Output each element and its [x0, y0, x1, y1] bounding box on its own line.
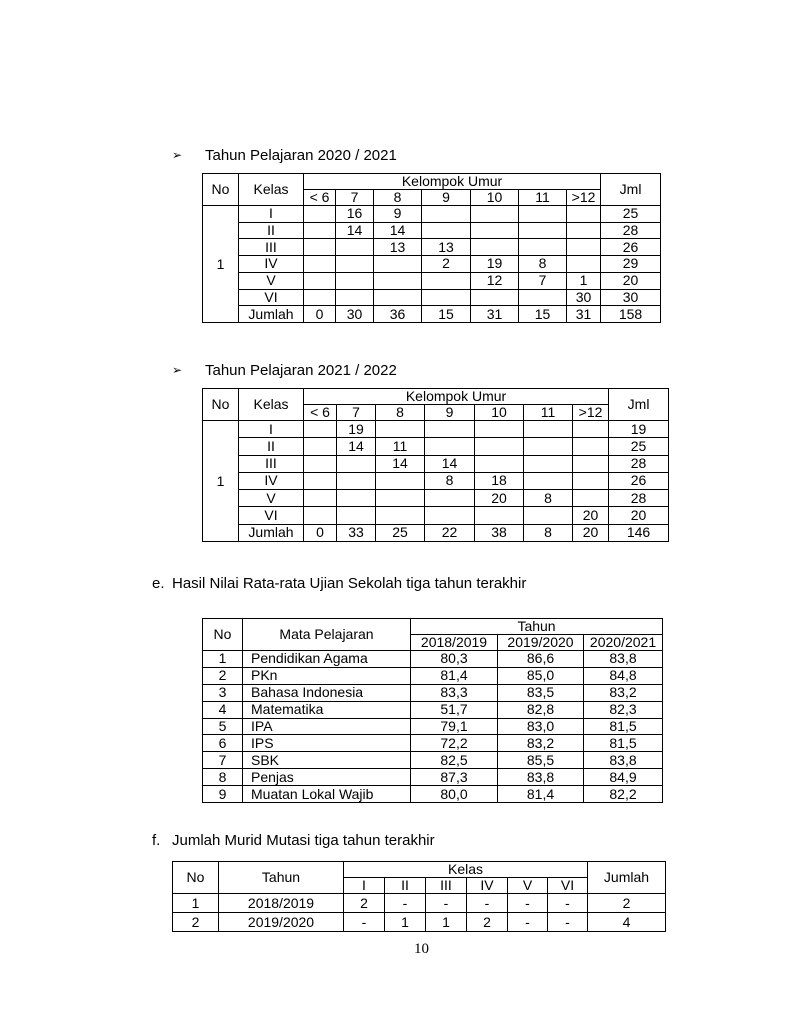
heading-text-tahun-2021-2022: Tahun Pelajaran 2021 / 2022	[205, 362, 397, 379]
age-count-cell	[337, 507, 376, 524]
jml-cell: 28	[601, 222, 661, 239]
no-cell: 7	[203, 752, 243, 769]
heading-letter: e.	[152, 575, 165, 592]
jml-cell: 26	[601, 239, 661, 256]
age-count-cell	[304, 438, 337, 455]
age-count-cell	[475, 507, 524, 524]
age-count-cell	[376, 421, 425, 438]
table-row	[203, 272, 661, 289]
total-count-cell: 38	[475, 524, 524, 541]
age-count-cell	[376, 472, 425, 489]
score-cell: 81,5	[584, 735, 663, 752]
kelas-cell: I	[239, 206, 304, 223]
score-cell: 81,4	[411, 667, 498, 684]
no-cell: 4	[203, 701, 243, 718]
age-count-cell: 8	[425, 472, 475, 489]
jml-cell: 20	[609, 507, 669, 524]
score-cell: 72,2	[411, 735, 498, 752]
score-cell: 83,8	[584, 752, 663, 769]
table-row	[203, 222, 661, 239]
age-count-cell: 7	[519, 272, 567, 289]
score-cell: 84,9	[584, 769, 663, 786]
subject-cell: Muatan Lokal Wajib	[243, 786, 411, 803]
age-count-cell: 9	[374, 206, 422, 223]
age-count-cell: 8	[519, 256, 567, 273]
score-cell: 81,4	[498, 786, 584, 803]
score-cell: 85,0	[498, 667, 584, 684]
age-count-cell	[422, 289, 471, 306]
col-header-tahun: Tahun	[219, 862, 344, 894]
heading-text-tahun-2020-2021: Tahun Pelajaran 2020 / 2021	[205, 147, 397, 164]
no-cell: 2	[203, 667, 243, 684]
score-cell: 80,0	[411, 786, 498, 803]
table-row	[203, 455, 669, 472]
mutation-count-cell: -	[385, 894, 426, 913]
col-header-no: No	[173, 862, 219, 894]
age-count-cell	[524, 507, 573, 524]
col-header-age: >12	[567, 190, 601, 206]
kelas-cell: IV	[239, 256, 304, 273]
no-cell: 5	[203, 718, 243, 735]
kelas-cell: V	[239, 272, 304, 289]
age-count-cell: 14	[337, 438, 376, 455]
mutation-count-cell: -	[548, 894, 588, 913]
col-header-kelas: Kelas	[239, 389, 304, 421]
kelas-cell: V	[239, 490, 304, 507]
tahun-cell: 2018/2019	[219, 894, 344, 913]
table-body	[203, 651, 663, 803]
age-count-cell	[573, 472, 609, 489]
total-count-cell: 30	[336, 306, 374, 323]
col-header-kelas: V	[508, 878, 548, 894]
subject-cell: IPS	[243, 735, 411, 752]
age-count-cell: 19	[471, 256, 519, 273]
score-cell: 82,3	[584, 701, 663, 718]
age-count-cell	[374, 256, 422, 273]
score-cell: 83,2	[498, 735, 584, 752]
age-count-cell	[573, 421, 609, 438]
subject-cell: SBK	[243, 752, 411, 769]
score-cell: 84,8	[584, 667, 663, 684]
table-row	[203, 718, 663, 735]
age-count-cell	[376, 490, 425, 507]
col-header-kelompok-umur: Kelompok Umur	[304, 174, 601, 190]
score-cell: 82,8	[498, 701, 584, 718]
age-count-cell	[524, 455, 573, 472]
age-count-cell	[304, 472, 337, 489]
score-cell: 86,6	[498, 651, 584, 668]
age-count-cell: 2	[422, 256, 471, 273]
age-count-cell	[519, 289, 567, 306]
jml-cell: 30	[601, 289, 661, 306]
heading-tahun-2020-2021	[172, 147, 397, 164]
score-cell: 81,5	[584, 718, 663, 735]
table-row	[173, 913, 666, 932]
table-row	[173, 894, 666, 913]
jml-cell: 28	[609, 455, 669, 472]
age-count-cell	[519, 206, 567, 223]
no-cell: 1	[203, 421, 239, 542]
col-header-tahun-group: Tahun	[411, 619, 663, 635]
col-header-no: No	[203, 619, 243, 651]
age-count-cell	[519, 222, 567, 239]
no-cell: 6	[203, 735, 243, 752]
jml-cell: 25	[601, 206, 661, 223]
age-count-cell: 20	[475, 490, 524, 507]
total-count-cell: 8	[524, 524, 573, 541]
table-row	[203, 752, 663, 769]
age-count-cell	[567, 222, 601, 239]
subject-cell: Penjas	[243, 769, 411, 786]
table-row	[203, 769, 663, 786]
table-header-row	[203, 174, 661, 190]
total-jml-cell: 146	[609, 524, 669, 541]
mutation-count-cell: -	[426, 894, 467, 913]
total-jml-cell: 158	[601, 306, 661, 323]
score-cell: 85,5	[498, 752, 584, 769]
age-count-cell	[422, 272, 471, 289]
col-header-age: 9	[425, 405, 475, 421]
heading-jumlah-mutasi	[152, 832, 435, 849]
no-cell: 9	[203, 786, 243, 803]
col-header-age: 10	[471, 190, 519, 206]
age-count-cell	[524, 438, 573, 455]
age-count-cell	[374, 272, 422, 289]
age-count-cell	[475, 455, 524, 472]
score-cell: 79,1	[411, 718, 498, 735]
age-count-cell	[336, 239, 374, 256]
table-row	[203, 667, 663, 684]
jml-cell: 19	[609, 421, 669, 438]
total-count-cell: 15	[519, 306, 567, 323]
table-row	[203, 786, 663, 803]
age-count-cell	[304, 490, 337, 507]
student-mutation-table	[172, 861, 666, 932]
table-row	[203, 289, 661, 306]
age-count-cell	[524, 421, 573, 438]
table-row	[203, 256, 661, 273]
age-count-cell	[524, 472, 573, 489]
arrow-bullet-icon: ➢	[172, 148, 183, 162]
total-count-cell: 0	[304, 524, 337, 541]
tahun-cell: 2019/2020	[219, 913, 344, 932]
mutation-count-cell: 2	[467, 913, 508, 932]
total-count-cell: 22	[425, 524, 475, 541]
table-row	[203, 507, 669, 524]
age-count-cell: 14	[336, 222, 374, 239]
table-row	[203, 735, 663, 752]
table-row	[203, 472, 669, 489]
total-count-cell: 0	[304, 306, 336, 323]
age-count-cell	[304, 507, 337, 524]
mutation-count-cell: 2	[344, 894, 385, 913]
age-count-cell	[425, 438, 475, 455]
age-count-cell	[425, 507, 475, 524]
table-body	[203, 206, 661, 323]
age-count-cell: 19	[337, 421, 376, 438]
no-cell: 3	[203, 684, 243, 701]
age-count-cell	[337, 455, 376, 472]
age-count-cell	[376, 507, 425, 524]
age-count-cell	[422, 206, 471, 223]
age-count-cell: 13	[374, 239, 422, 256]
col-header-age: < 6	[304, 405, 337, 421]
age-count-cell	[304, 455, 337, 472]
jumlah-cell: 2	[588, 894, 666, 913]
col-header-kelompok-umur: Kelompok Umur	[304, 389, 609, 405]
col-header-jumlah: Jumlah	[588, 862, 666, 894]
heading-tahun-2021-2022	[172, 362, 397, 379]
col-header-kelas: IV	[467, 878, 508, 894]
age-count-cell: 14	[376, 455, 425, 472]
age-count-cell: 18	[475, 472, 524, 489]
age-count-cell	[304, 272, 336, 289]
total-count-cell: 33	[337, 524, 376, 541]
col-header-year: 2019/2020	[498, 635, 584, 651]
col-header-kelas: III	[426, 878, 467, 894]
table-row	[203, 421, 669, 438]
score-cell: 83,5	[498, 684, 584, 701]
jml-cell: 25	[609, 438, 669, 455]
score-cell: 51,7	[411, 701, 498, 718]
age-count-cell	[475, 438, 524, 455]
col-header-age: 7	[336, 190, 374, 206]
col-header-year: 2018/2019	[411, 635, 498, 651]
subject-cell: Pendidikan Agama	[243, 651, 411, 668]
col-header-age: 8	[374, 190, 422, 206]
age-count-cell	[304, 239, 336, 256]
table-row	[203, 438, 669, 455]
table-row	[203, 206, 661, 223]
age-count-cell	[475, 421, 524, 438]
col-header-kelas: VI	[548, 878, 588, 894]
subject-cell: Matematika	[243, 701, 411, 718]
age-count-cell	[425, 421, 475, 438]
age-count-cell	[471, 289, 519, 306]
age-count-cell: 12	[471, 272, 519, 289]
age-group-table-2020-2021	[202, 173, 661, 323]
no-cell: 2	[173, 913, 219, 932]
age-count-cell	[374, 289, 422, 306]
total-count-cell: 31	[471, 306, 519, 323]
score-cell: 82,2	[584, 786, 663, 803]
kelas-cell: III	[239, 239, 304, 256]
col-header-age: < 6	[304, 190, 336, 206]
age-count-cell: 20	[573, 507, 609, 524]
age-count-cell	[336, 256, 374, 273]
age-count-cell	[337, 490, 376, 507]
mutation-count-cell: 1	[426, 913, 467, 932]
age-count-cell	[337, 472, 376, 489]
score-cell: 83,3	[411, 684, 498, 701]
heading-text-jumlah-mutasi: Jumlah Murid Mutasi tiga tahun terakhir	[172, 832, 435, 849]
no-cell: 1	[203, 651, 243, 668]
col-header-jml: Jml	[609, 389, 669, 421]
mutation-count-cell: -	[344, 913, 385, 932]
table-row	[203, 239, 661, 256]
age-count-cell: 14	[425, 455, 475, 472]
col-header-age: 10	[475, 405, 524, 421]
score-cell: 87,3	[411, 769, 498, 786]
age-count-cell	[336, 272, 374, 289]
score-cell: 82,5	[411, 752, 498, 769]
total-row	[203, 524, 669, 541]
subject-cell: IPA	[243, 718, 411, 735]
mutation-count-cell: -	[508, 894, 548, 913]
total-count-cell: 31	[567, 306, 601, 323]
age-count-cell	[573, 438, 609, 455]
total-count-cell: 20	[573, 524, 609, 541]
table-row	[203, 701, 663, 718]
kelas-cell: IV	[239, 472, 304, 489]
total-label-cell: Jumlah	[239, 524, 304, 541]
age-count-cell	[573, 455, 609, 472]
jumlah-cell: 4	[588, 913, 666, 932]
mutation-count-cell: -	[548, 913, 588, 932]
heading-text-hasil-nilai: Hasil Nilai Rata-rata Ujian Sekolah tiga tahun terakhir	[172, 575, 527, 592]
col-header-age: >12	[573, 405, 609, 421]
kelas-cell: II	[239, 222, 304, 239]
page-number: 10	[414, 941, 429, 957]
kelas-cell: II	[239, 438, 304, 455]
total-count-cell: 25	[376, 524, 425, 541]
age-count-cell	[519, 239, 567, 256]
age-count-cell: 16	[336, 206, 374, 223]
table-row	[203, 490, 669, 507]
no-cell: 8	[203, 769, 243, 786]
col-header-mata-pelajaran: Mata Pelajaran	[243, 619, 411, 651]
col-header-age: 8	[376, 405, 425, 421]
col-header-kelas-group: Kelas	[344, 862, 588, 878]
total-row	[203, 306, 661, 323]
total-count-cell: 36	[374, 306, 422, 323]
kelas-cell: VI	[239, 289, 304, 306]
table-row	[203, 651, 663, 668]
mutation-count-cell: -	[467, 894, 508, 913]
kelas-cell: VI	[239, 507, 304, 524]
score-cell: 80,3	[411, 651, 498, 668]
age-count-cell	[304, 256, 336, 273]
age-count-cell	[471, 239, 519, 256]
age-group-table-2021-2022	[202, 388, 669, 542]
age-count-cell: 8	[524, 490, 573, 507]
jml-cell: 29	[601, 256, 661, 273]
mutation-count-cell: -	[508, 913, 548, 932]
age-count-cell	[567, 256, 601, 273]
score-cell: 83,8	[584, 651, 663, 668]
age-count-cell	[304, 222, 336, 239]
age-count-cell	[422, 222, 471, 239]
age-count-cell: 14	[374, 222, 422, 239]
col-header-age: 11	[524, 405, 573, 421]
heading-hasil-nilai	[152, 575, 526, 592]
total-count-cell: 15	[422, 306, 471, 323]
age-count-cell	[567, 239, 601, 256]
age-count-cell: 11	[376, 438, 425, 455]
jml-cell: 26	[609, 472, 669, 489]
total-label-cell: Jumlah	[239, 306, 304, 323]
score-cell: 83,2	[584, 684, 663, 701]
jml-cell: 20	[601, 272, 661, 289]
age-count-cell	[304, 289, 336, 306]
col-header-age: 11	[519, 190, 567, 206]
heading-letter: f.	[152, 832, 161, 849]
col-header-jml: Jml	[601, 174, 661, 206]
subject-cell: PKn	[243, 667, 411, 684]
age-count-cell: 13	[422, 239, 471, 256]
age-count-cell	[471, 222, 519, 239]
no-cell: 1	[203, 206, 239, 323]
jml-cell: 28	[609, 490, 669, 507]
table-row	[203, 684, 663, 701]
table-header-row	[203, 619, 663, 635]
age-count-cell	[304, 206, 336, 223]
col-header-kelas: I	[344, 878, 385, 894]
mutation-count-cell: 1	[385, 913, 426, 932]
age-count-cell	[336, 289, 374, 306]
table-header-row	[203, 389, 669, 405]
arrow-bullet-icon: ➢	[172, 363, 183, 377]
age-count-cell	[471, 206, 519, 223]
kelas-cell: III	[239, 455, 304, 472]
no-cell: 1	[173, 894, 219, 913]
age-count-cell	[567, 206, 601, 223]
col-header-kelas: II	[385, 878, 426, 894]
age-count-cell	[425, 490, 475, 507]
age-count-cell	[573, 490, 609, 507]
table-body	[173, 894, 666, 932]
col-header-no: No	[203, 389, 239, 421]
col-header-kelas: Kelas	[239, 174, 304, 206]
table-header-row	[173, 862, 666, 878]
table-body	[203, 421, 669, 542]
col-header-no: No	[203, 174, 239, 206]
exam-scores-table	[202, 618, 663, 803]
col-header-age: 9	[422, 190, 471, 206]
age-count-cell	[304, 421, 337, 438]
col-header-age: 7	[337, 405, 376, 421]
col-header-year: 2020/2021	[584, 635, 663, 651]
kelas-cell: I	[239, 421, 304, 438]
age-count-cell: 30	[567, 289, 601, 306]
age-count-cell: 1	[567, 272, 601, 289]
score-cell: 83,8	[498, 769, 584, 786]
score-cell: 83,0	[498, 718, 584, 735]
subject-cell: Bahasa Indonesia	[243, 684, 411, 701]
